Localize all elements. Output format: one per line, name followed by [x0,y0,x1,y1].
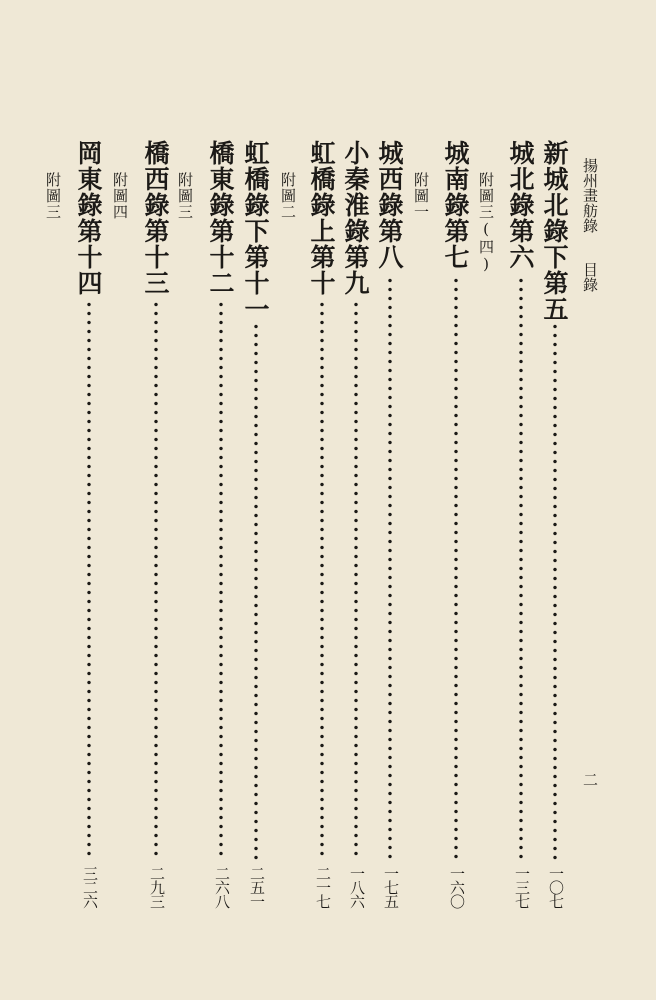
toc-entry-page: 一八六 [348,866,366,908]
leader-dots [519,276,523,860]
section-heading: 目錄 [581,262,599,292]
toc-entry-title: 橋東錄第十二 [206,140,235,296]
toc-entry-title: 城南錄第七 [441,140,470,270]
leader-dots [219,300,223,860]
toc-subentry: 附圖三 [44,172,62,220]
leader-dots [454,276,458,860]
leader-dots [254,322,258,860]
leader-dots [553,322,557,860]
toc-entry-page: 一〇七 [547,866,565,908]
toc-entry-page: 二六八 [213,866,231,908]
toc-entry-title: 城西錄第八 [375,140,404,270]
toc-entry-page: 一六〇 [448,866,466,908]
toc-entry-page: 二一七 [314,866,332,908]
toc-subentry: 附圖一 [412,172,430,220]
book-title: 揚州畫舫錄 [581,158,599,233]
toc-subentry: 附圖三 [176,172,194,220]
leader-dots [87,300,91,860]
toc-entry-title: 橋西錄第十三 [141,140,170,296]
toc-entry-page: 二九三 [148,866,166,908]
toc-entry-page: 二五一 [248,866,266,908]
leader-dots [154,300,158,860]
toc-entry-title: 虹橋錄上第十 [307,140,336,296]
leader-dots [388,276,392,860]
leader-dots [354,300,358,860]
toc-entry-title: 城北錄第六 [506,140,535,270]
toc-subentry: 附圖二 [279,172,297,220]
toc-entry-title: 岡東錄第十四 [74,140,103,296]
toc-subentry: 附圖三(四) [477,172,495,274]
toc-entry-title: 虹橋錄下第十一 [241,140,270,322]
toc-entry-title: 新城北錄下第五 [540,140,569,322]
toc-entry-page: 一七五 [382,866,400,908]
toc-subentry: 附圖四 [111,172,129,220]
toc-entry-page: 一三七 [513,866,531,908]
folio-number: 二 [581,772,599,787]
toc-entry-title: 小秦淮錄第九 [341,140,370,296]
toc-entry-page: 三二六 [81,866,99,908]
leader-dots [320,300,324,860]
